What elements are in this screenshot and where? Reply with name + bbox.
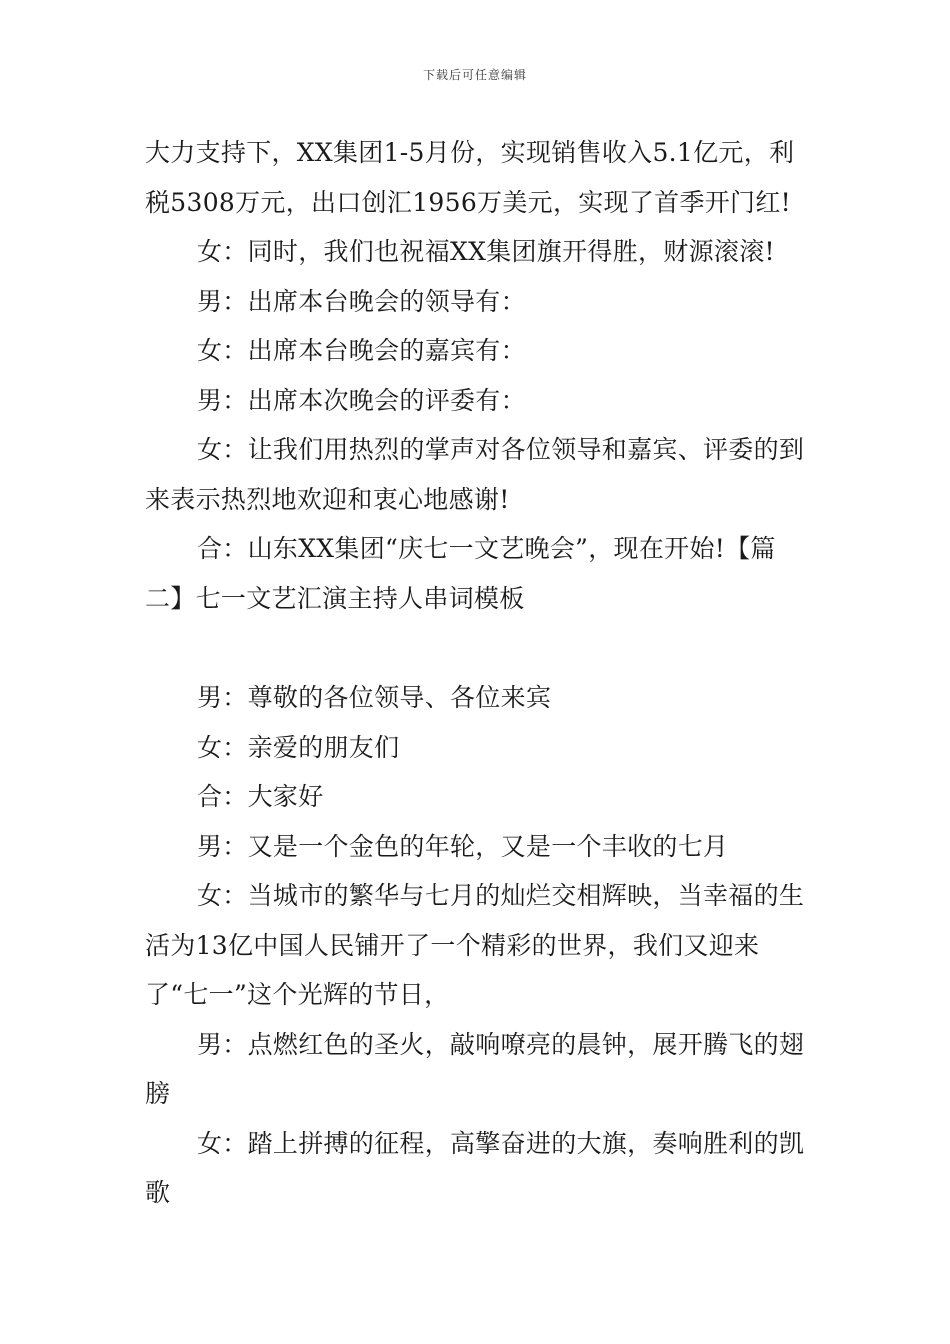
paragraph: 合：大家好 [197,782,324,811]
document-body [145,128,810,1218]
paragraph: 男：出席本次晚会的评委有： [197,385,526,415]
paragraph: 男：点燃红色的圣火，敲响嘹亮的晨钟，展开腾飞的翅膀 [145,1029,805,1108]
paragraph: 合：山东XX集团“庆七一文艺晚会”，现在开始!【篇二】七一文艺汇演主持人串词模板 [145,534,776,613]
paragraph: 大力支持下，XX集团1-5月份，实现销售收入5.1亿元，利税5308万元，出口创汇1956万美元，实现了首季开门红! [145,138,795,217]
paragraph: 女：出席本台晚会的嘉宾有： [197,336,526,365]
paragraph: 女：亲爱的朋友们 [197,732,400,762]
paragraph-gap [145,623,810,673]
paragraph: 男：出席本台晚会的领导有： [197,286,526,316]
paragraph: 女：当城市的繁华与七月的灿烂交相辉映，当幸福的生活为13亿中国人民铺开了一个精彩的世界，我们又迎来了“七一”这个光辉的节日， [145,881,805,1009]
paragraph: 女：踏上拼搏的征程，高擎奋进的大旗，奏响胜利的凯歌 [145,1128,805,1207]
paragraph: 男：尊敬的各位领导、各位来宾 [197,683,552,712]
paragraph: 女：让我们用热烈的掌声对各位领导和嘉宾、评委的到来表示热烈地欢迎和衷心地感谢! [145,435,805,514]
page-header: 下载后可任意编辑 [422,68,527,82]
paragraph: 男：又是一个金色的年轮，又是一个丰收的七月 [197,831,729,861]
paragraph: 女：同时，我们也祝福XX集团旗开得胜，财源滚滚! [197,237,775,266]
